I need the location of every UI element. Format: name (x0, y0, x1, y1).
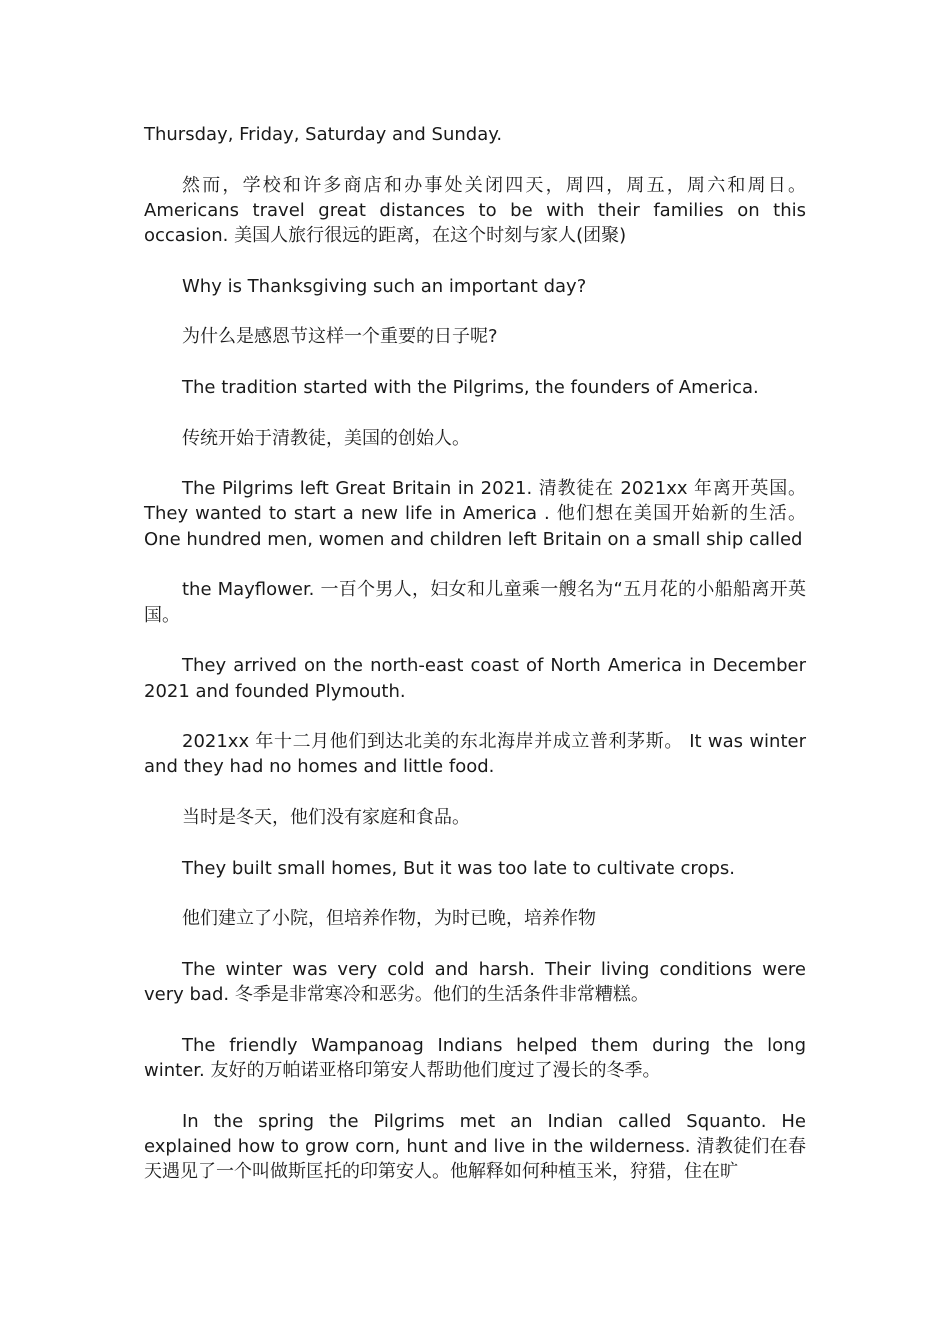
paragraph-pilgrims-left: The Pilgrims left Great Britain in 2021. 清教徒在 2021xx 年离开英国。 They wanted to start a new life in America . 他们想在美国开始新的生活。 One hundred men, women and children left Britain on a small ship called (144, 478, 806, 550)
paragraph-why-question: Why is Thanksgiving such an important day? (182, 275, 587, 297)
paragraph-arrival-zh: 2021xx 年十二月他们到达北美的东北海岸并成立普利茅斯。 It was winter and they had no homes and little food. (144, 731, 806, 778)
paragraph-wampanoag: The friendly Wampanoag Indians helped them during the long winter. 友好的万帕诺亚格印第安人帮助他们度过了漫长的冬季。 (144, 1034, 806, 1081)
paragraph-winter-zh: 当时是冬天，他们没有家庭和食品。 (182, 807, 470, 829)
paragraph-why-question-zh: 为什么是感恩节这样一个重要的日子呢? (182, 326, 498, 348)
paragraph-tradition-zh: 传统开始于清教徒，美国的创始人。 (182, 427, 470, 449)
paragraph-tradition: The tradition started with the Pilgrims, the founders of America. (182, 376, 759, 398)
paragraph-mayflower: the Mayflower. 一百个男人，妇女和儿童乘一艘名为“五月花的小船船离开英国。 (144, 579, 806, 626)
document-page (144, 122, 806, 1184)
paragraph-small-homes-zh: 他们建立了小院，但培养作物，为时已晚，培养作物 (182, 908, 596, 930)
paragraph-arrival: They arrived on the north-east coast of North America in December 2021 and founded Plymouth. (144, 655, 806, 702)
paragraph-squanto: In the spring the Pilgrims met an Indian called Squanto. He explained how to grow corn, hunt and live in the wilderness. 清教徒们在春天遇见了一个叫做斯匡托的印第安人。他解释如何种植玉米，狩猎，住在旷 (144, 1110, 806, 1183)
paragraph-days-list: Thursday, Friday, Saturday and Sunday. (144, 124, 503, 145)
paragraph-harsh-winter: The winter was very cold and harsh. Their living conditions were very bad. 冬季是非常寒冷和恶劣。他们的生活条件非常糟糕。 (144, 958, 806, 1006)
paragraph-small-homes: They built small homes, But it was too late to cultivate crops. (182, 857, 735, 879)
paragraph-schools-closed: 然而，学校和许多商店和办事处关闭四天，周四，周五，周六和周日。 Americans travel great distances to be with their families on this occasion. 美国人旅行很远的距离，在这个时刻与家人(团聚) (144, 174, 806, 247)
